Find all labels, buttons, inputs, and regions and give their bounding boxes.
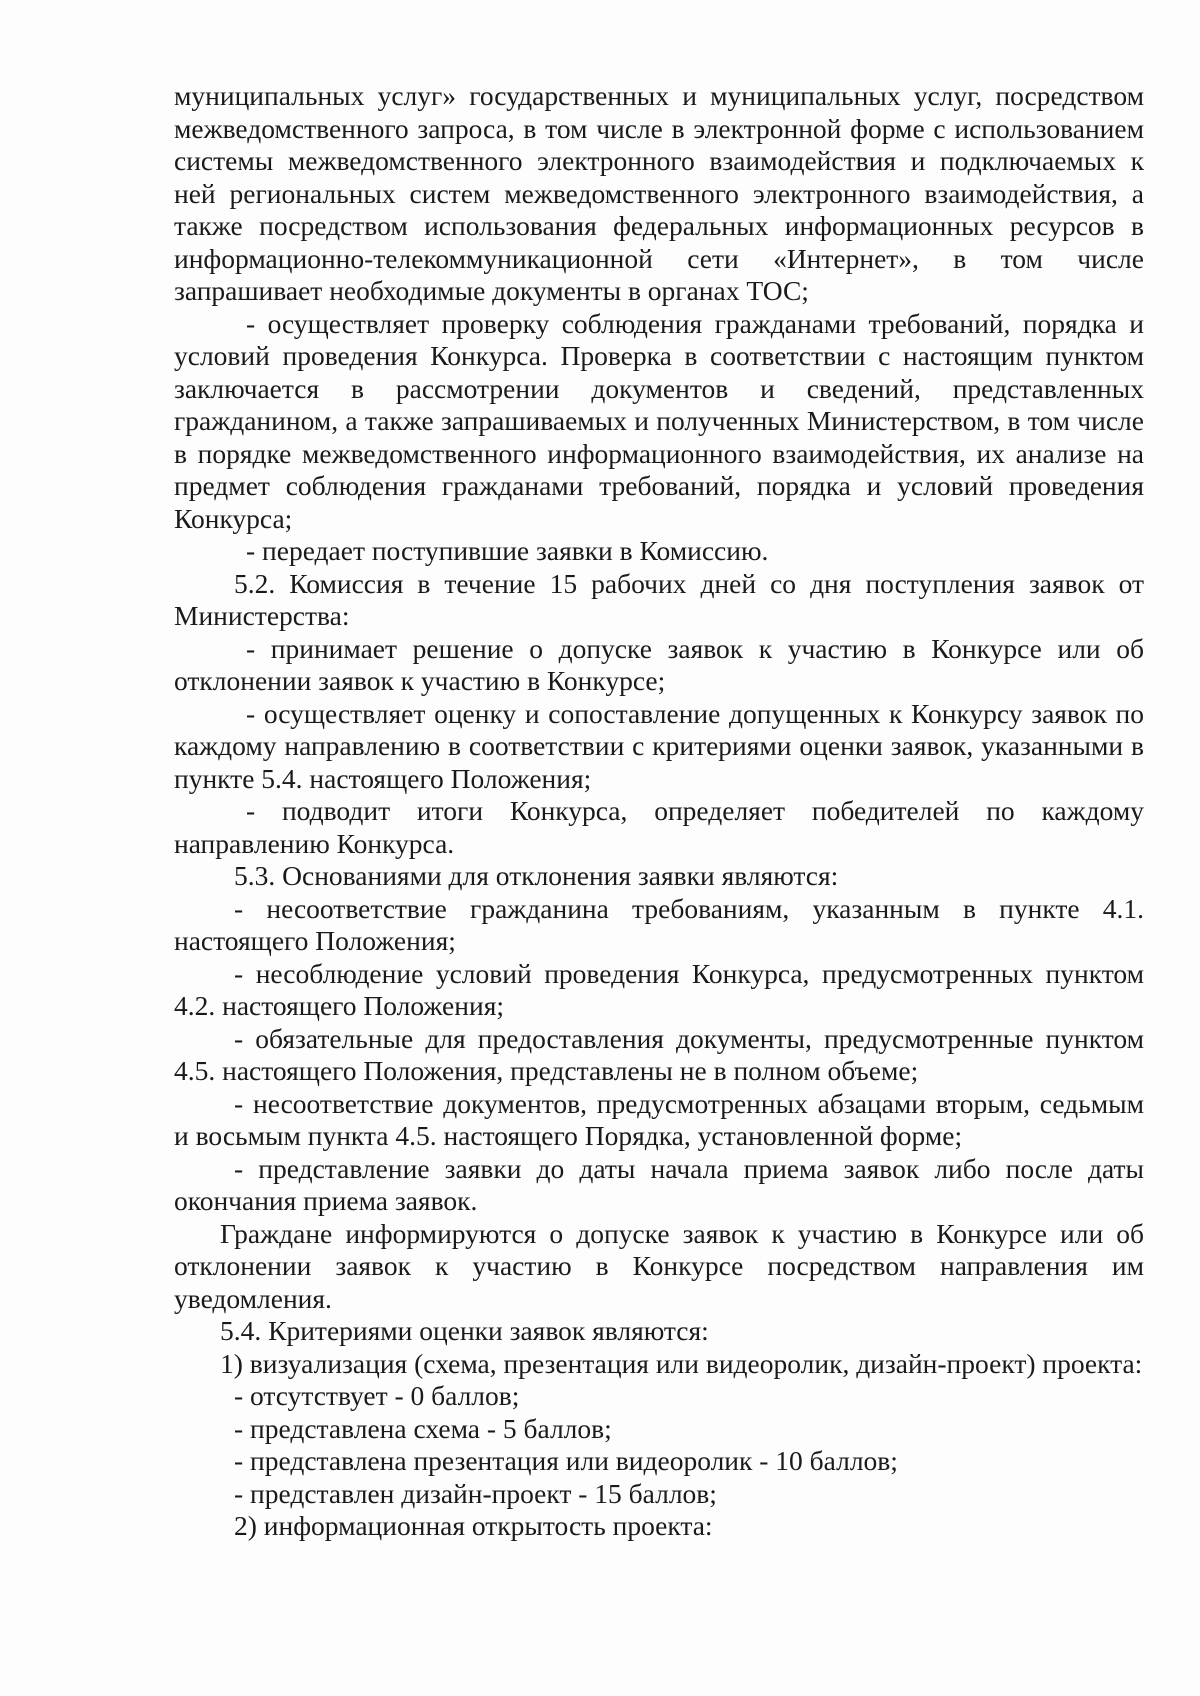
paragraph: - несоблюдение условий проведения Конкурса, предусмотренных пунктом 4.2. настоящего Положения; — [174, 957, 1144, 1021]
paragraph: - несоответствие документов, предусмотренных абзацами вторым, седьмым и восьмым пункта 4.5. настоящего Порядка, установленной форме; — [174, 1087, 1144, 1151]
paragraph: - передает поступившие заявки в Комиссию. — [246, 535, 769, 566]
paragraph: муниципальных услуг» государственных и муниципальных услуг, посредством межведомственного запроса, в том числе в электронной форме с использованием системы межведомственного электронного взаимодействия и подключаемых к ней региональных систем межведомственного электронного взаимодействия, а также посредством использования федеральных информационных ресурсов в информационно-телекоммуникационной сети «Интернет», в том числе запрашивает необходимые документы в органах ТОС; — [174, 80, 1144, 306]
paragraph: 5.4. Критериями оценки заявок являются: — [220, 1315, 709, 1346]
paragraph: - представление заявки до даты начала приема заявок либо после даты окончания приема заявок. — [174, 1152, 1144, 1216]
list-item: - представлена схема - 5 баллов; — [234, 1412, 612, 1444]
paragraph: Граждане информируются о допуске заявок к участию в Конкурсе или об отклонении заявок к участию в Конкурсе посредством направления им уведомления. — [174, 1217, 1144, 1314]
paragraph: 5.3. Основаниями для отклонения заявки являются: — [234, 860, 839, 891]
list-item: - представлен дизайн-проект - 15 баллов; — [234, 1477, 717, 1509]
paragraph: 1) визуализация (схема, презентация или видеоролик, дизайн-проект) проекта: — [220, 1347, 1143, 1379]
list-item: - представлена презентация или видеоролик - 10 баллов; — [234, 1445, 898, 1476]
paragraph: - подводит итоги Конкурса, определяет победителей по каждому направлению Конкурса. — [174, 795, 1144, 859]
list-item: - отсутствует - 0 баллов; — [234, 1380, 520, 1411]
paragraph: - осуществляет проверку соблюдения гражданами требований, порядка и условий проведения Конкурса. Проверка в соответствии с настоящим пунктом заключается в рассмотрении документов и сведений, представленных гражданином, а также запрашиваемых и полученных Министерством, в том числе в порядке межведомственного информационного взаимодействия, их анализе на предмет соблюдения гражданами требований, порядка и условий проведения Конкурса; — [174, 307, 1144, 534]
paragraph: - принимает решение о допуске заявок к участию в Конкурсе или об отклонении заявок к участию в Конкурсе; — [174, 632, 1144, 696]
document-body — [174, 80, 1144, 1543]
paragraph: - осуществляет оценку и сопоставление допущенных к Конкурсу заявок по каждому направлению в соответствии с критериями оценки заявок, указанными в пункте 5.4. настоящего Положения; — [174, 697, 1144, 794]
paragraph: - несоответствие гражданина требованиям, указанным в пункте 4.1. настоящего Положения; — [174, 892, 1144, 956]
paragraph: - обязательные для предоставления документы, предусмотренные пунктом 4.5. настоящего Положения, представлены не в полном объеме; — [174, 1022, 1144, 1086]
paragraph: 5.2. Комиссия в течение 15 рабочих дней со дня поступления заявок от Министерства: — [174, 567, 1144, 631]
list-item: 2) информационная открытость проекта: — [234, 1510, 713, 1541]
